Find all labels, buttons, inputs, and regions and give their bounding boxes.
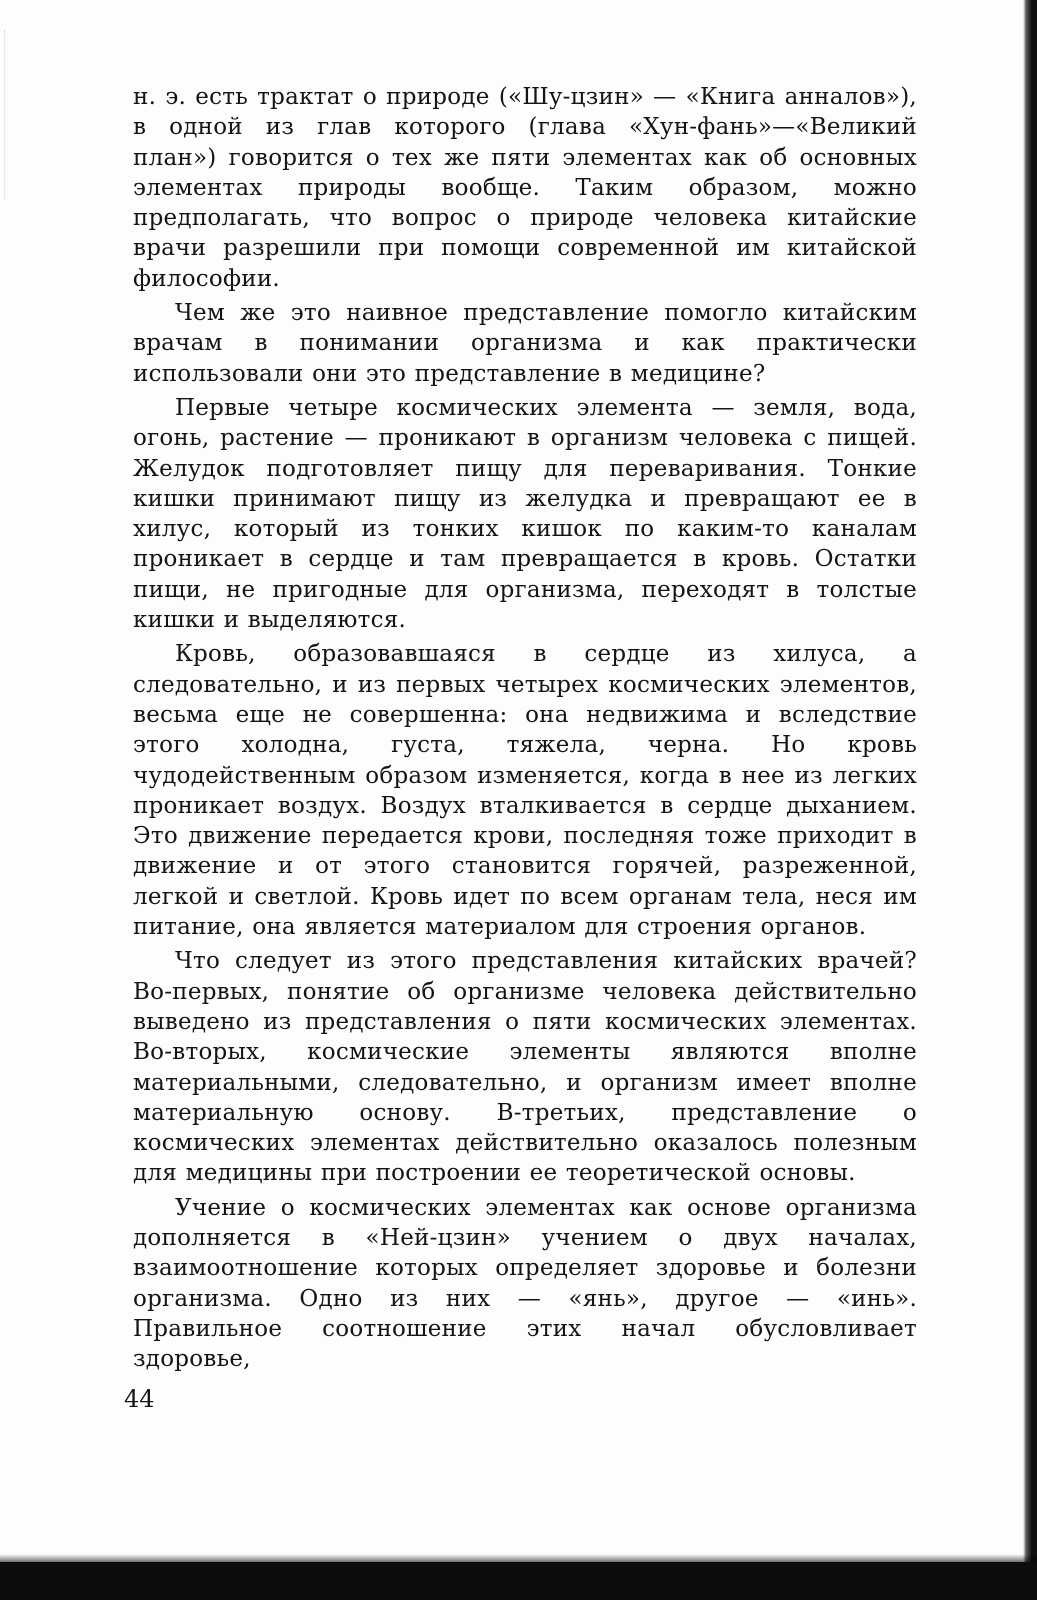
- paragraph: Первые четыре космических элемента — земля, вода, огонь, растение — проникают в организм человека с пищей. Желудок подготовляет пищу для переваривания. Тонкие кишки принимают пищу из желудка и превращают ее в хилус, который из тонких кишок по каким-то каналам проникает в сердце и там превращается в кровь. Остатки пищи, не пригодные для организма, переходят в толстые кишки и выделяются.: [133, 394, 917, 634]
- paragraph: Чем же это наивное представление помогло китайским врачам в понимании организма и как практически использовали они это представление в медицине?: [133, 300, 917, 387]
- paragraph: Что следует из этого представления китайских врачей? Во-первых, понятие об организме человека действительно выведено из представления о пяти космических элементах. Во-вторых, космические элементы являются вполне материальными, следовательно, и организм имеет вполне материальную основу. В-третьих, представление о космических элементах действительно оказалось полезным для медицины при построении ее теоретической основы.: [133, 948, 917, 1187]
- paragraph: Учение о космических элементах как основе организма дополняется в «Ней-цзин» учением о двух началах, взаимоотношение которых определяет здоровье и болезни организма. Одно из них — «янь», другое — «инь». Правильное соотношение этих начал обусловливает здоровье,: [133, 1194, 917, 1373]
- scan-bottom-border: [0, 1562, 1037, 1600]
- scan-right-border: [1031, 0, 1037, 1600]
- body-text: [133, 82, 917, 1378]
- scan-right-shadow: [1023, 0, 1031, 1600]
- scan-bottom-shadow: [0, 1554, 1037, 1562]
- scan-edge-specks: [4, 30, 25, 200]
- paragraph: Кровь, образовавшаяся в сердце из хилуса, а следовательно, и из первых четырех космических элементов, весьма еще не совершенна: она недвижима и вследствие этого холодна, густа, тяжела, черна. Но кровь чудодейственным образом изменяется, когда в нее из легких проникает воздух. Воздух вталкивается в сердце дыханием. Это движение передается крови, последняя тоже приходит в движение и от этого становится горячей, разреженной, легкой и светлой. Кровь идет по всем органам тела, неся им питание, она является материалом для строения органов.: [133, 641, 917, 941]
- paragraph-continuation: н. э. есть трактат о природе («Шу-цзин» — «Книга анналов»), в одной из глав которого (глава «Хун-фань»—«Великий план») говорится о тех же пяти элементах как об основных элементах природы вообще. Таким образом, можно предполагать, что вопрос о природе человека китайские врачи разрешили при помощи современной им китайской философии.: [133, 84, 917, 292]
- page-number: 44: [124, 1385, 155, 1413]
